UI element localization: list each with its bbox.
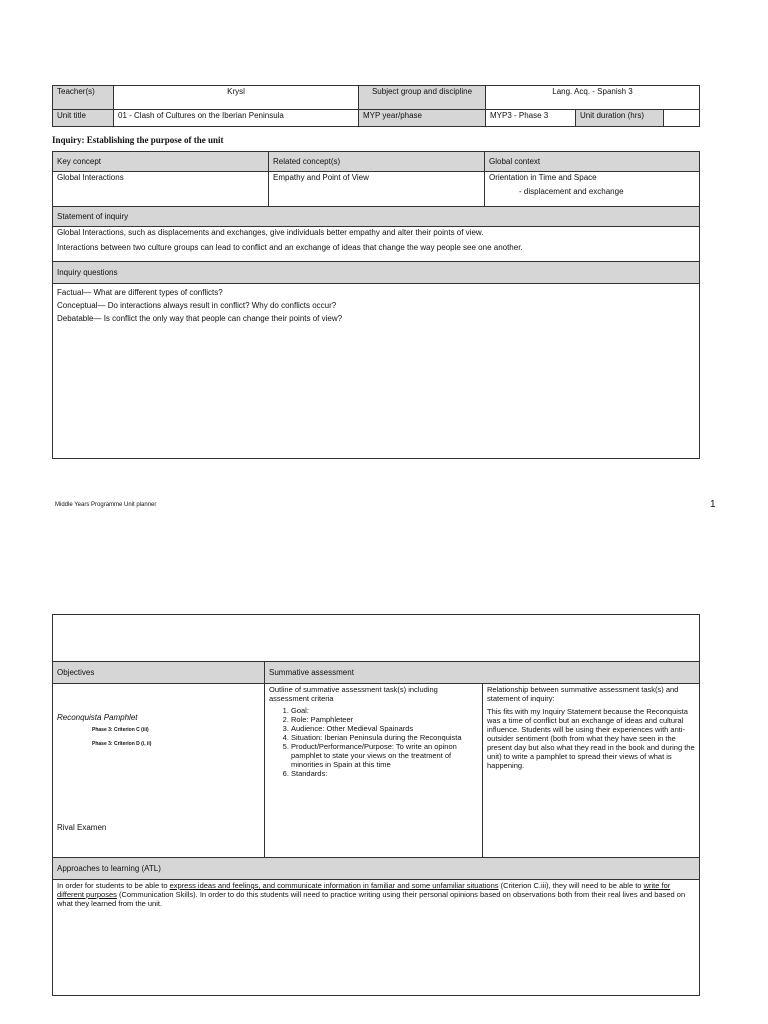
atl-cell: [53, 880, 700, 996]
related-concept-label: Related concept(s): [269, 152, 485, 172]
atl-link-2: write for different purposes: [57, 881, 671, 899]
criterion-c: Phase 3: Criterion C (iii): [92, 727, 149, 733]
objectives-label: Objectives: [53, 662, 265, 684]
question-debatable: Debatable— Is conflict the only way that people can change their points of view?: [57, 314, 343, 323]
subject-value: Lang. Acq. - Spanish 3: [486, 86, 700, 110]
global-context-value: Orientation in Time and Space: [489, 173, 597, 182]
outline-item: 4. Situation: Iberian Peninsula during the Reconquista: [291, 733, 478, 742]
summative-label: Summative assessment: [265, 662, 700, 684]
statement-cell: [53, 227, 700, 262]
global-context-label: Global context: [485, 152, 700, 172]
blank-header-cell: [53, 615, 700, 662]
statement-label: Statement of inquiry: [53, 207, 700, 227]
outline-list: [291, 706, 478, 778]
duration-value: [664, 110, 700, 127]
outline-item: 3. Audience: Other Medieval Spainards: [291, 724, 478, 733]
statement-line-2: Interactions between two culture groups can lead to conflict and an exchange of ideas that change the way people see one another.: [57, 243, 523, 252]
question-factual: Factual— What are different types of conflicts?: [57, 288, 223, 297]
reconquista-title: Reconquista Pamphlet: [57, 713, 138, 722]
inquiry-heading: Inquiry: Establishing the purpose of the unit: [52, 135, 224, 145]
question-conceptual: Conceptual— Do interactions always result in conflict? Why do conflicts occur?: [57, 301, 337, 310]
related-concept-value: Empathy and Point of View: [269, 172, 485, 207]
global-context-cell: [485, 172, 700, 207]
unit-title-label: Unit title: [53, 110, 114, 127]
statement-line-1: Global Interactions, such as displacements and exchanges, give individuals better empathy and alter their points of view.: [57, 228, 484, 237]
page-number: 1: [710, 499, 716, 510]
subject-label: Subject group and discipline: [359, 86, 486, 110]
teacher-label: Teacher(s): [53, 86, 114, 110]
key-concept-label: Key concept: [53, 152, 269, 172]
relationship-heading: Relationship between summative assessment task(s) and statement of inquiry:: [487, 685, 679, 703]
outline-cell: [265, 684, 483, 858]
atl-label: Approaches to learning (ATL): [53, 858, 700, 880]
atl-text-1: In order for students to be able to: [57, 881, 170, 890]
myp-value: MYP3 - Phase 3: [486, 110, 576, 127]
atl-text-3: (Communication Skills). In order to do this students will need to practice writing using their personal opinions based on observations both from their real lives and based on what they learned from the unit.: [57, 890, 686, 908]
global-context-subitem: - displacement and exchange: [519, 187, 624, 196]
key-concept-value: Global Interactions: [53, 172, 269, 207]
assessment-table: [52, 614, 700, 996]
relationship-cell: [483, 684, 700, 858]
unit-title-value: 01 - Clash of Cultures on the Iberian Peninsula: [114, 110, 359, 127]
inquiry-table: [52, 151, 700, 459]
footer-label: Middle Years Programme Unit planner: [55, 502, 157, 508]
rival-examen: Rival Examen: [57, 823, 107, 832]
duration-label: Unit duration (hrs): [576, 110, 664, 127]
relationship-text: This fits with my Inquiry Statement because the Reconquista was a time of conflict but an exchange of ideas and cultural influence. Students will be using their experiences with anti-outsider sentiment (both from what they have seen in the present day but also what they read in the book and during the unit) to write a pamphlet to spread their views of what is happening.: [487, 707, 695, 770]
outline-item: 5. Product/Performance/Purpose: To write an opinon pamphlet to state your views on the treatment of minorities in Spain at this time: [291, 742, 478, 769]
outline-heading: Outline of summative assessment task(s) including assessment criteria: [269, 685, 438, 703]
atl-text-2: (Criterion C.iii), they will need to be able to: [498, 881, 644, 890]
unit-header-table: [52, 85, 700, 127]
outline-item: 2. Role: Pamphleteer: [291, 715, 478, 724]
atl-link-1: express ideas and feelings, and communicate information in familiar and some unfamiliar situations: [169, 881, 499, 890]
questions-cell: [53, 284, 700, 459]
questions-label: Inquiry questions: [53, 262, 700, 284]
outline-item: 1. Goal:: [291, 706, 478, 715]
myp-label: MYP year/phase: [359, 110, 486, 127]
criterion-d: Phase 3: Criterion D (i, ii): [92, 741, 152, 747]
outline-item: 6. Standards:: [291, 769, 478, 778]
teacher-value: Krysl: [114, 86, 359, 110]
objectives-cell: [53, 684, 265, 858]
